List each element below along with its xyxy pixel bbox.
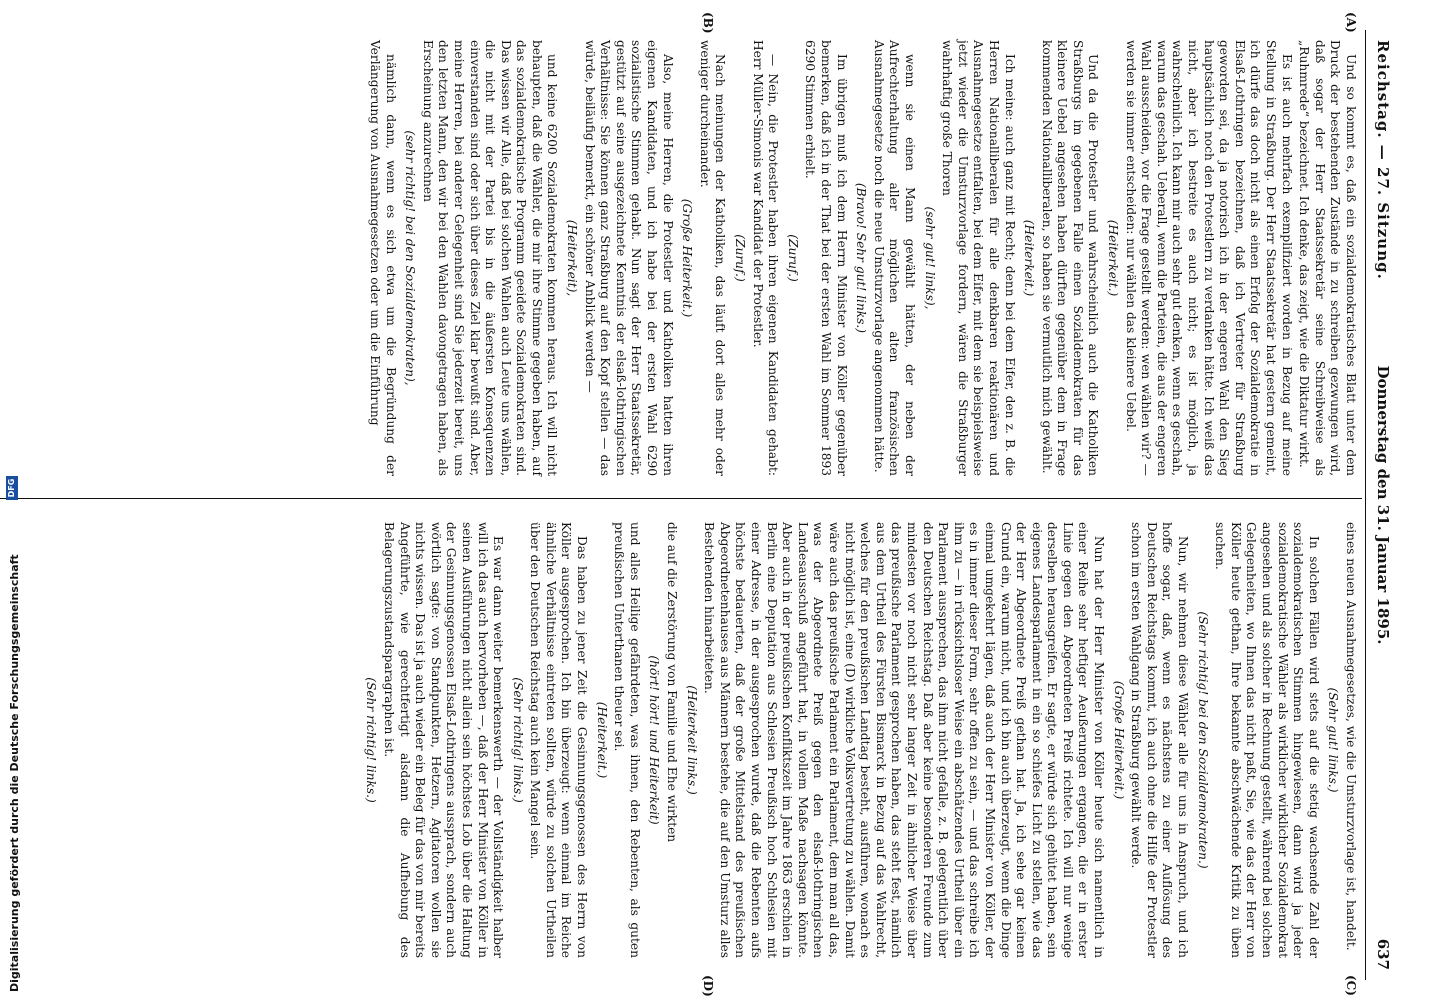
paragraph: — Nein, die Protestler haben ihren eigenen Kandidaten gehabt: Herr Müller-Simonis war Kandidat der Protestler. — [750, 40, 781, 476]
paragraph: Nun hat der Herr Minister von Köller heute sich namentlich in einer Reihe sehr heftiger Aeußerungen ergangen, die er in erster Linie gegen den Abgeordneten Preiß richtete. Ich will nur wenige derselben herausgreifen. Er sagte, er würde sich gehütet haben, sein eigenes Landesparlament in ein so schiefes Licht zu stellen, wie das der Herr Abgeordnete Preiß gethan hat. Ja, ich sehe gar keinen Grund ein, warum nicht, und ich bin auch überzeugt, wenn die Dinge einmal umgekehrt lägen, daß auch der Herr Minister von Köller, der es in immer dieser Form, sehr offen zu sein, — und das schreibe ich ihm zu — in rücksichtsloser Weise ein abschätzendes Urtheil über ein Parlament aussprechen, das ihm nicht gefalle, z. B. gelegentlich über den Deutschen Reichstag. Daß aber keine besonderen Freunde zum mindesten vor noch nicht sehr langer Zeit in ähnlicher Weise über das preußische Parlament gesprochen haben, das steht fest, nämlich aus dem Urtheil des Fürsten Bismarck in Bezug auf das Wahlrecht, welches für den preußischen Landtag besteht, ausführen, wonach es nicht möglich ist, eine (D) wirkliche Volksvertretung zu wählen. Damit wäre auch das preußische Parlament ein Parlament, dem man all das, was der Abgeordnete Preiß gegen den elsaß-lothringischen Landesausschuß angeführt hat, in vollem Maße nachsagen könnte. Aber auch in der preußischen Konfliktszeit im Jahre 1863 erschien in Berlin eine Deputation aus Schlesien Preußisch hoch Schlesien mit einer Adresse, in der ausgesprochen wurde, daß die Rebenten aufs höchste bedauerten, daß der große Mittelstand des preußischen Abgeordnetenhauses aus Männern bestehe, die auf den Umsturz alles Bestehenden hinarbeiteten. — [702, 522, 1107, 958]
interjection: (Heiterkeit.) — [1106, 219, 1121, 297]
paragraph: und keine 6200 Sozialdemokraten kommen heraus. Ich will nicht behaupten, daß die Wähler, die mir ihre Stimme gegeben haben, auf das sozialdemokratische Programm geeidete Sozialdemokraten sind. Das wissen wir Alle, daß bei solchen Wahlen auch Leute uns wählen, die nicht mit der Partei bis in die äußersten Konsequenzen einverstanden sind oder sich über dieses Ziel klar bewußt sind. Aber, meine Herren, bei anderer Gelegenheit sind Sie jederzeit bereit, uns den letzten Mann, den wir bei den Wahlen davongetragen haben, als Erscheinung anzurechnen — [420, 40, 560, 476]
paragraph: Nun, wir nehmen diese Wähler alle für uns in Anspruch, und ich hoffe sogar, daß, wenn es nächstens zu einer Auflösung des Deutschen Reichstags kommt, ich auch ohne die Hilfe der Protestler schon im ersten Wahlgang in Straßburg gewählt werde. — [1129, 522, 1191, 958]
interjection: (Bravo! Sehr gut! links.) — [854, 182, 869, 334]
paragraph: Und so kommt es, daß ein sozialdemokratisches Blatt unter dem Druck der bestehenden Zustände in zu schreiben gezwungen wird, daß sogar der Herr Staatssekretär seine Schreibweise als „Ruhmrede“ bezeichnet. Ich denke, das zeigt, wie die Diktatur wirkt. — [1297, 40, 1358, 476]
interjection: (Große Heiterkeit.) — [680, 198, 695, 318]
paragraph: In solchen Fällen wird stets auf die stetig wachsende Zahl der sozialdemokratischen Stimmen hingewiesen, dann wird ja jeder sozialdemokratische Wähler als wirklicher wirklicher Sozialdemokrat angesehen und als solcher in Rechnung gestellt, während bei solchen Gelegenheiten, wo Ihnen das nicht paßt, Sie, wie das der Herr von Köller heute gethan, Ihre bekannte abschwächende Kritik zu üben suchen. — [1213, 522, 1321, 958]
paragraph: die auf die Zerstörung von Familie und Ehe wirkten — [665, 522, 680, 843]
interjection: (Große Heiterkeit.) — [1111, 680, 1126, 800]
footer — [2, 0, 32, 1000]
page-number: 637 — [1374, 938, 1392, 970]
paragraph: Im übrigen muß ich dem Herrn Minister von Köller gegenüber bemerken, daß ich in der That bei der ersten Wahl im Sommer 1893 6290 Stimmen erhielt. — [803, 40, 849, 476]
header-session: Reichstag. — 27. Sitzung. — [1374, 40, 1392, 280]
margin-marker-d: (D) — [701, 975, 715, 997]
paragraph: Ich meine: auch ganz mit Recht; denn bei dem Eifer, den z. B. die Herren Nationalliberalen für alle denkbaren reaktionären und Ausnahmegesetze entfalten, bei dem Eifer, mit dem sie beispielsweise jetzt wieder die Umsturzvorlage fordern, wären die Straßburger wahrhaftig große Thoren — [940, 40, 1017, 476]
header-date: Donnerstag den 31. Januar 1895. — [1374, 365, 1392, 645]
interjection: (sehr gut! links), — [922, 206, 937, 310]
interjection: (sehr richtig! bei den Sozialdemokraten), — [403, 130, 418, 386]
paragraph: Das haben zu jener Zeit die Gesinnungsgenossen des Herrn von Köller ausgesprochen. Ich bin überzeugt: wenn einmal im Reiche ähnliche Verhältnisse eintreten sollten, würde zu solchen Urtheilen über den Deutschen Reichstag auch kein Mangel sein. — [528, 522, 590, 958]
margin-marker-a: (A) — [1344, 12, 1358, 33]
header-rule — [1365, 30, 1366, 980]
interjection: (Sehr richtig! bei den Sozialdemokraten.) — [1195, 611, 1210, 869]
paragraph: Nach meinungen der Katholiken, das läuft dort alles mehr oder weniger durcheinander. — [697, 40, 728, 476]
paragraph: eines neuen Ausnahmegesetzes, wie die Umsturzvorlage ist, handelt. — [1344, 522, 1358, 951]
running-header — [1368, 40, 1398, 970]
paragraph: Und da die Protestler und wahrscheinlich auch die Katholiken Straßburgs im gegebenen Falle einen Sozialdemokraten für das kleinere Uebel angesehen haben dürften gegenüber dem in Frage kommenden Nationalliberalen, so haben sie vermutlich mich gewählt. — [1039, 40, 1101, 476]
left-column — [364, 40, 1358, 476]
interjection: (Heiterkeit.) — [594, 701, 609, 779]
interjection: (Heiterkeit), — [565, 219, 580, 297]
interjection: (Sehr gut! links.) — [1326, 687, 1341, 793]
dfg-logo-icon: DFG — [6, 476, 18, 500]
column-divider — [0, 498, 1362, 499]
interjection: (Sehr richtig! links.) — [510, 677, 525, 803]
paragraph: Es war dann weiter bemerkenswerth — der Vollständigkeit halber will ich das auch hervorheben —, daß der Herr Minister von Köller in seinen Ausführungen nicht allein sein höchstes Lob über die Haltung der Gesinnungsgenossen Elsaß-Lothringens aussprach, sondern auch wörtlich sagte: von Standpunkten, Hetzern, Agitatoren wollen sie nichts wissen. Das ist ja auch wieder ein Beleg für das von mir bereits Angeführte, wie gerechtfertigt alsdann die Aufhebung des Belagerungszustandsparagraphen ist. — [381, 522, 506, 958]
paragraph: Es ist auch mehrfach exemplifiziert worden in Bezug auf meine Stellung in Straßburg. Der Herr Staatssekretär hat gestern gemeint, ich dürfe das doch nicht als einen Erfolg der Sozialdemokratie in Elsaß-Lothringen bezeichnen, daß ich Vertreter für Straßburg geworden sei, da ja notorisch ich in der engeren Wahl den Sieg hauptsächlich noch den Protestlern zu verdanken hätte. Ich weiß das nicht, aber ich bestreite es auch nicht; es ist möglich, ja wahrscheinlich. Ich kann mir auch sehr gut denken, wenn es geschah, warum das geschah. Ueberall, wenn die Parteien, die aus der engeren Wahl ausscheiden, vor die Frage gestellt werden: wen wählen wir? — werden sie immer entscheiden: nur wählen das kleinere Uebel. — [1123, 40, 1294, 476]
margin-marker-c: (C) — [1344, 975, 1358, 996]
paragraph: nämlich dann, wenn es sich etwa um die Begründung der Verlängerung von Ausnahmegesetzen oder um die Einführung — [367, 40, 398, 476]
paragraph: Also, meine Herren, die Protestler und Katholiken hatten ihren eigenen Kandidaten, und ich habe bei der ersten Wahl 6290 sozialistische Stimmen gehabt. Nun sagt der Herr Staatssekretär, gestützt auf seine ausgezeichnete Kenntnis der elsaß-lothringischen Verhältnisse: Sie können ganz Straßburg auf den Kopf stellen — das würde, beiläufig bemerkt, ein schöner Anblick werden — — [582, 40, 675, 476]
interjection: (Heiterkeit links.) — [684, 685, 699, 795]
interjection: (Heiterkeit.) — [1022, 219, 1037, 297]
interjection: (hört! hört! und Heiterkeit) — [647, 655, 662, 825]
paragraph: wenn sie einen Mann gewählt hätten, der neben der Aufrechterhaltung aller möglichen alten französischen Ausnahmegesetze noch die neue Umsturzvorlage angenommen hätte. — [871, 40, 917, 476]
interjection: (Zuruf.) — [733, 234, 748, 282]
interjection: (Zuruf.) — [785, 234, 800, 282]
right-column — [359, 522, 1358, 958]
interjection: (Sehr richtig! links.) — [364, 677, 379, 803]
footer-credit: Digitalisierung gefördert durch die Deutsche Forschungsgemeinschaft — [8, 554, 21, 992]
margin-marker-b: (B) — [701, 12, 715, 34]
paragraph: und alles Heilige gefährdeten, was ihnen, den Rebenten, als guten preußischen Unterthanen theuer sei. — [612, 522, 642, 958]
